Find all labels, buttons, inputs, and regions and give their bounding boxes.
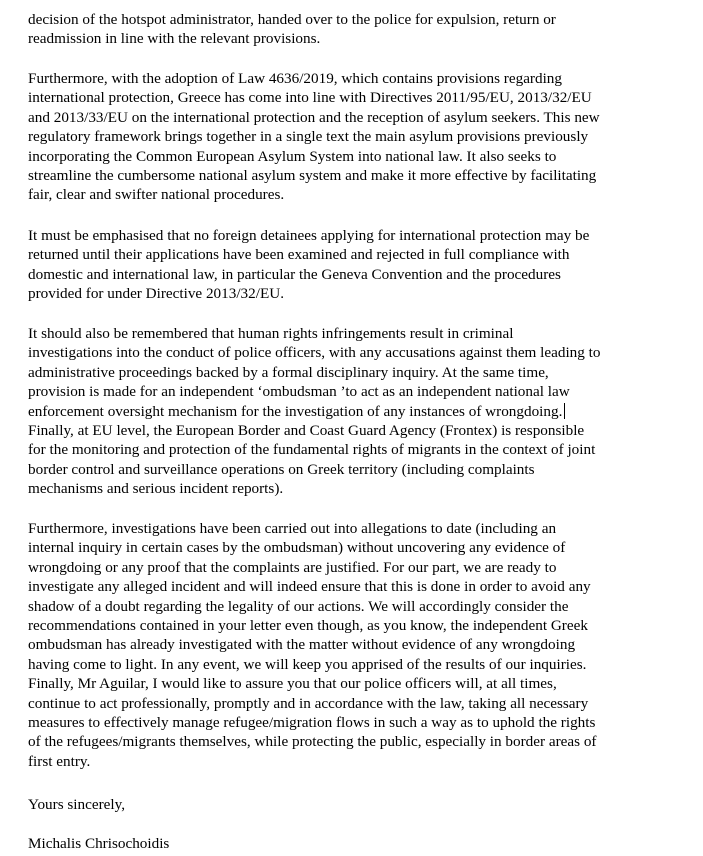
paragraph-5 xyxy=(28,519,696,771)
text-line: provision is made for an independent ‘ombudsman ’to act as an independent national law xyxy=(28,383,570,401)
text-line: It must be emphasised that no foreign detainees applying for international protection may be xyxy=(28,227,590,244)
text-cursor xyxy=(564,403,565,419)
text-line: first entry. xyxy=(28,752,91,770)
signature-name: Michalis Chrisochoidis xyxy=(28,835,170,852)
paragraph-2 xyxy=(28,69,696,205)
text-line: decision of the hotspot administrator, handed over to the police for expulsion, return or xyxy=(28,11,556,28)
text-line: for the monitoring and protection of the fundamental rights of migrants in the context of joint xyxy=(28,441,596,459)
text-line: incorporating the Common European Asylum System into national law. It also seeks to xyxy=(28,147,557,165)
text-line: measures to effectively manage refugee/migration flows in such a way as to uphold the rights xyxy=(28,714,596,732)
closing-salutation xyxy=(28,795,696,814)
text-line: provided for under Directive 2013/32/EU. xyxy=(28,285,285,303)
text-line: It should also be remembered that human rights infringements result in criminal xyxy=(28,325,514,342)
paragraph-4 xyxy=(28,324,696,499)
text-line: investigations into the conduct of police officers, with any accusations against them leading to xyxy=(28,344,601,362)
text-line: Finally, at EU level, the European Border and Coast Guard Agency (Frontex) is responsible xyxy=(28,422,585,440)
signature-block xyxy=(28,834,696,853)
text-line: Finally, Mr Aguilar, I would like to assure you that our police officers will, at all times, xyxy=(28,675,557,693)
text-line: internal inquiry in certain cases by the ombudsman) without uncovering any evidence of xyxy=(28,539,566,557)
text-line: enforcement oversight mechanism for the investigation of any instances of wrongdoing. xyxy=(28,402,563,420)
text-line: domestic and international law, in particular the Geneva Convention and the procedures xyxy=(28,265,561,283)
text-line: continue to act professionally, promptly and in accordance with the law, taking all necessary xyxy=(28,694,589,712)
text-line: administrative proceedings backed by a formal disciplinary inquiry. At the same time, xyxy=(28,363,549,381)
text-line: Furthermore, investigations have been carried out into allegations to date (including an xyxy=(28,520,557,537)
text-line: having come to light. In any event, we will keep you apprised of the results of our inquiries. xyxy=(28,655,587,673)
text-line: Furthermore, with the adoption of Law 4636/2019, which contains provisions regarding xyxy=(28,70,562,87)
text-line: of the refugees/migrants themselves, while protecting the public, especially in border areas of xyxy=(28,733,597,751)
text-line: recommendations contained in your letter even though, as you know, the independent Greek xyxy=(28,617,588,635)
text-line: regulatory framework brings together in a single text the main asylum provisions previously xyxy=(28,128,589,146)
text-line: fair, clear and swifter national procedures. xyxy=(28,186,285,204)
text-line: mechanisms and serious incident reports). xyxy=(28,480,284,498)
text-line: streamline the cumbersome national asylum system and make it more effective by facilitating xyxy=(28,167,597,185)
paragraph-3 xyxy=(28,226,696,304)
text-line: and 2013/33/EU on the international protection and the reception of asylum seekers. This new xyxy=(28,108,600,126)
closing-text: Yours sincerely, xyxy=(28,796,126,813)
text-line: investigate any alleged incident and will indeed ensure that this is done in order to avoid any xyxy=(28,578,591,596)
text-line-with-cursor[interactable] xyxy=(28,402,696,421)
text-line: international protection, Greece has come into line with Directives 2011/95/EU, 2013/32/EU xyxy=(28,89,592,107)
paragraph-1 xyxy=(28,10,696,49)
text-line: shadow of a doubt regarding the legality of our actions. We will accordingly consider the xyxy=(28,597,569,615)
text-line: wrongdoing or any proof that the complaints are justified. For our part, we are ready to xyxy=(28,558,557,576)
text-line: readmission in line with the relevant provisions. xyxy=(28,30,321,48)
text-line: returned until their applications have been examined and rejected in full compliance with xyxy=(28,246,570,264)
text-line: border control and surveillance operations on Greek territory (including complaints xyxy=(28,460,535,478)
text-line: ombudsman has already investigated with the matter without evidence of any wrongdoing xyxy=(28,636,576,654)
